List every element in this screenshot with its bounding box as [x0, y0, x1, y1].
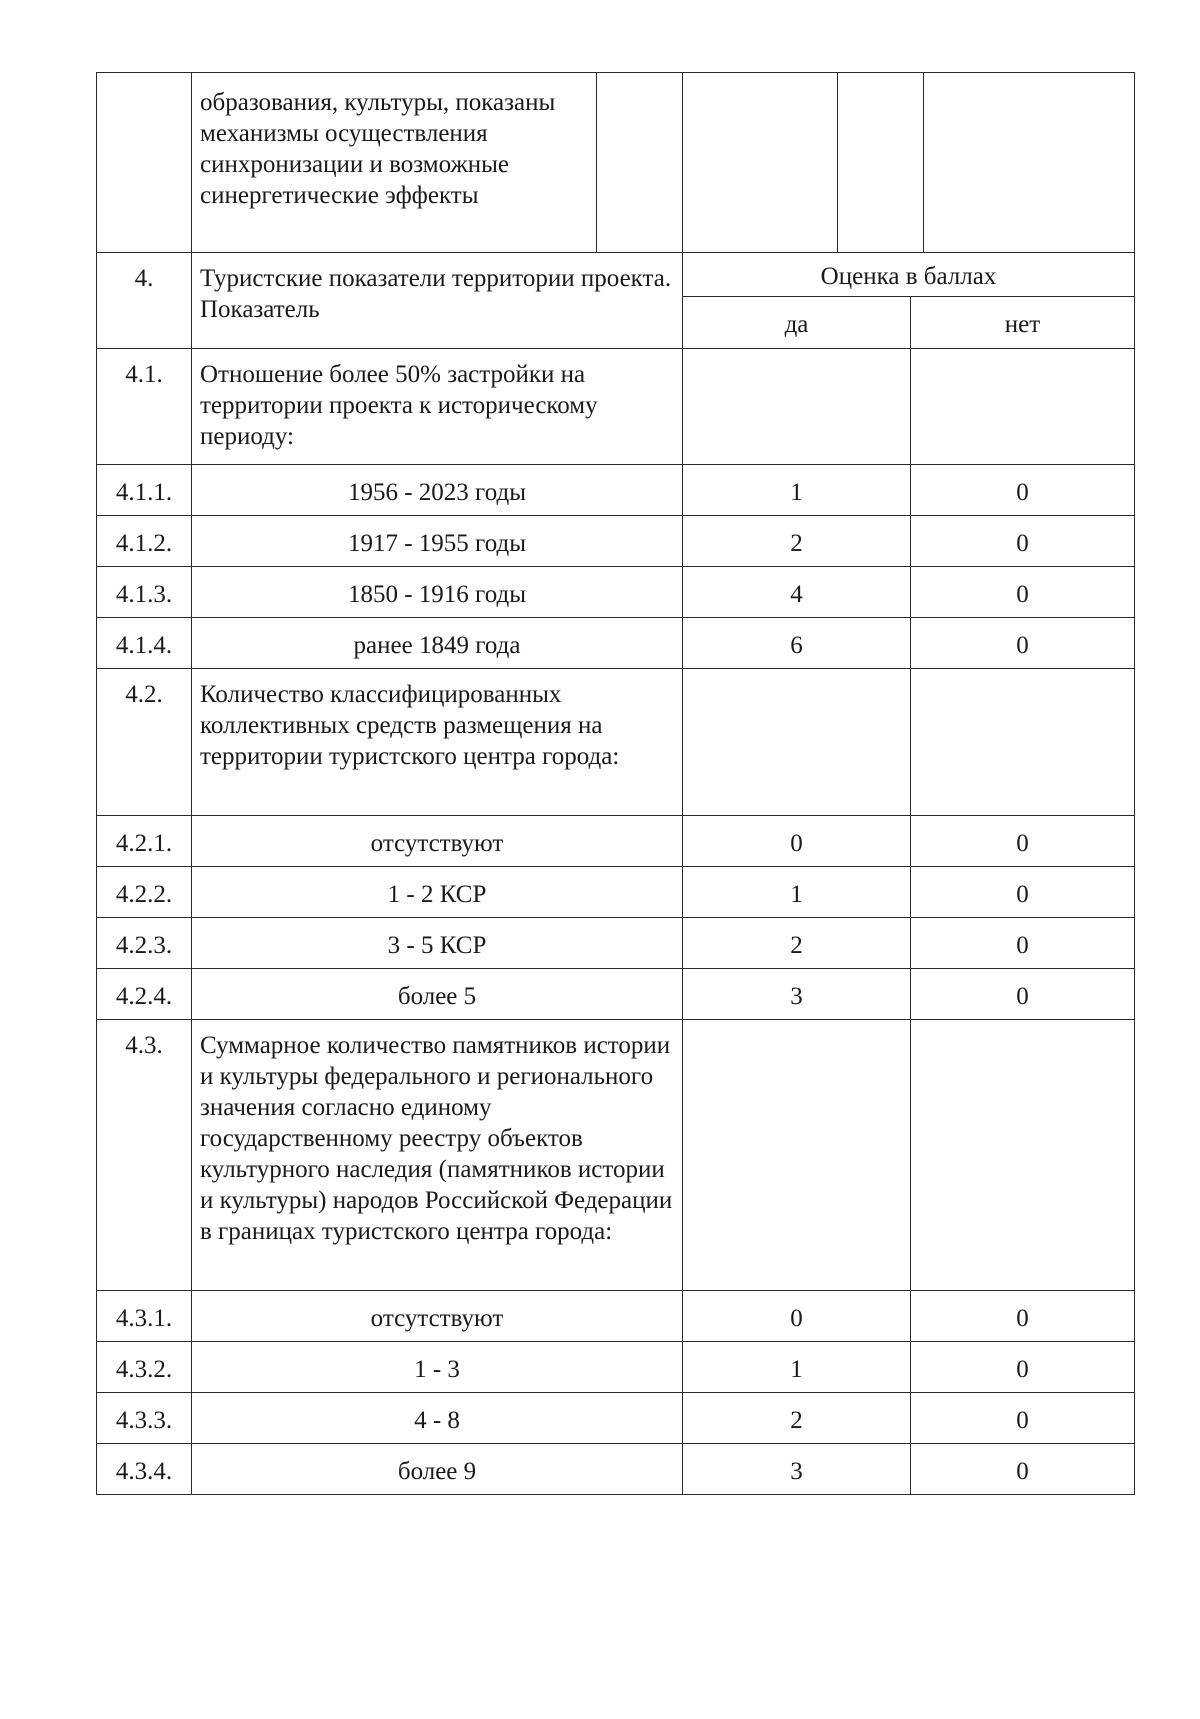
section-title: Туристские показатели территории проекта. Показатель — [192, 253, 683, 349]
group-row — [97, 349, 1135, 465]
row-label: 1 - 3 — [192, 1342, 683, 1393]
continuation-empty-cell — [97, 73, 192, 253]
continuation-table — [96, 72, 1135, 253]
row-label: более 9 — [192, 1444, 683, 1495]
row-number: 4.2.2. — [97, 867, 192, 918]
table-row — [97, 1342, 1135, 1393]
empty-score-cell — [683, 1020, 911, 1291]
yes-score: 2 — [683, 516, 911, 567]
continuation-empty-cell — [683, 73, 838, 253]
row-number: 4.1.4. — [97, 618, 192, 669]
row-label: 1850 - 1916 годы — [192, 567, 683, 618]
no-score: 0 — [911, 867, 1135, 918]
yes-score: 4 — [683, 567, 911, 618]
yes-score: 2 — [683, 918, 911, 969]
yes-score: 2 — [683, 1393, 911, 1444]
table-row — [97, 618, 1135, 669]
no-score: 0 — [911, 618, 1135, 669]
group-title: Отношение более 50% застройки на территории проекта к историческому периоду: — [192, 349, 683, 465]
yes-score: 1 — [683, 867, 911, 918]
table-row — [97, 1393, 1135, 1444]
group-number: 4.2. — [97, 669, 192, 816]
no-column-header: нет — [911, 297, 1135, 349]
empty-score-cell — [911, 1020, 1135, 1291]
table-row — [97, 516, 1135, 567]
yes-score: 1 — [683, 465, 911, 516]
continuation-empty-cell — [924, 73, 1135, 253]
row-number: 4.2.1. — [97, 816, 192, 867]
table-row — [97, 816, 1135, 867]
yes-score: 3 — [683, 1444, 911, 1495]
empty-score-cell — [683, 349, 911, 465]
group-title: Количество классифицированных коллективных средств размещения на территории туристского центра города: — [192, 669, 683, 816]
row-label: 1956 - 2023 годы — [192, 465, 683, 516]
table-row — [97, 1291, 1135, 1342]
row-label: отсутствуют — [192, 816, 683, 867]
no-score: 0 — [911, 1342, 1135, 1393]
no-score: 0 — [911, 918, 1135, 969]
row-number: 4.2.4. — [97, 969, 192, 1020]
row-label: 1917 - 1955 годы — [192, 516, 683, 567]
row-number: 4.3.3. — [97, 1393, 192, 1444]
row-label: 4 - 8 — [192, 1393, 683, 1444]
no-score: 0 — [911, 465, 1135, 516]
row-number: 4.1.3. — [97, 567, 192, 618]
empty-score-cell — [683, 669, 911, 816]
table-row — [97, 969, 1135, 1020]
group-row — [97, 1020, 1135, 1291]
table-row — [97, 1444, 1135, 1495]
yes-score: 1 — [683, 1342, 911, 1393]
table-row — [97, 867, 1135, 918]
score-header: Оценка в баллах — [683, 253, 1135, 297]
row-label: ранее 1849 года — [192, 618, 683, 669]
yes-score: 0 — [683, 1291, 911, 1342]
section-number: 4. — [97, 253, 192, 349]
empty-score-cell — [911, 349, 1135, 465]
table-row — [97, 567, 1135, 618]
table-row — [97, 918, 1135, 969]
group-number: 4.1. — [97, 349, 192, 465]
yes-column-header: да — [683, 297, 911, 349]
row-number: 4.3.2. — [97, 1342, 192, 1393]
empty-score-cell — [911, 669, 1135, 816]
group-title: Суммарное количество памятников истории и культуры федерального и регионального значения согласно единому государственному реестру объектов культурного наследия (памятников истории и культуры) народов Российской Федерации в границах туристского центра города: — [192, 1020, 683, 1291]
yes-score: 3 — [683, 969, 911, 1020]
table-row — [97, 465, 1135, 516]
no-score: 0 — [911, 567, 1135, 618]
no-score: 0 — [911, 1291, 1135, 1342]
row-number: 4.1.2. — [97, 516, 192, 567]
group-row — [97, 669, 1135, 816]
row-number: 4.3.4. — [97, 1444, 192, 1495]
section-header-row — [97, 253, 1135, 297]
no-score: 0 — [911, 816, 1135, 867]
row-number: 4.2.3. — [97, 918, 192, 969]
no-score: 0 — [911, 1393, 1135, 1444]
continuation-empty-cell — [597, 73, 683, 253]
row-label: более 5 — [192, 969, 683, 1020]
row-label: 1 - 2 КСР — [192, 867, 683, 918]
no-score: 0 — [911, 1444, 1135, 1495]
row-number: 4.1.1. — [97, 465, 192, 516]
row-label: 3 - 5 КСР — [192, 918, 683, 969]
row-label: отсутствуют — [192, 1291, 683, 1342]
row-number: 4.3.1. — [97, 1291, 192, 1342]
yes-score: 6 — [683, 618, 911, 669]
no-score: 0 — [911, 516, 1135, 567]
continuation-empty-cell — [838, 73, 924, 253]
continuation-text: образования, культуры, показаны механизмы осуществления синхронизации и возможные синергетические эффекты — [192, 73, 597, 253]
no-score: 0 — [911, 969, 1135, 1020]
yes-score: 0 — [683, 816, 911, 867]
group-number: 4.3. — [97, 1020, 192, 1291]
score-table — [96, 252, 1135, 1495]
